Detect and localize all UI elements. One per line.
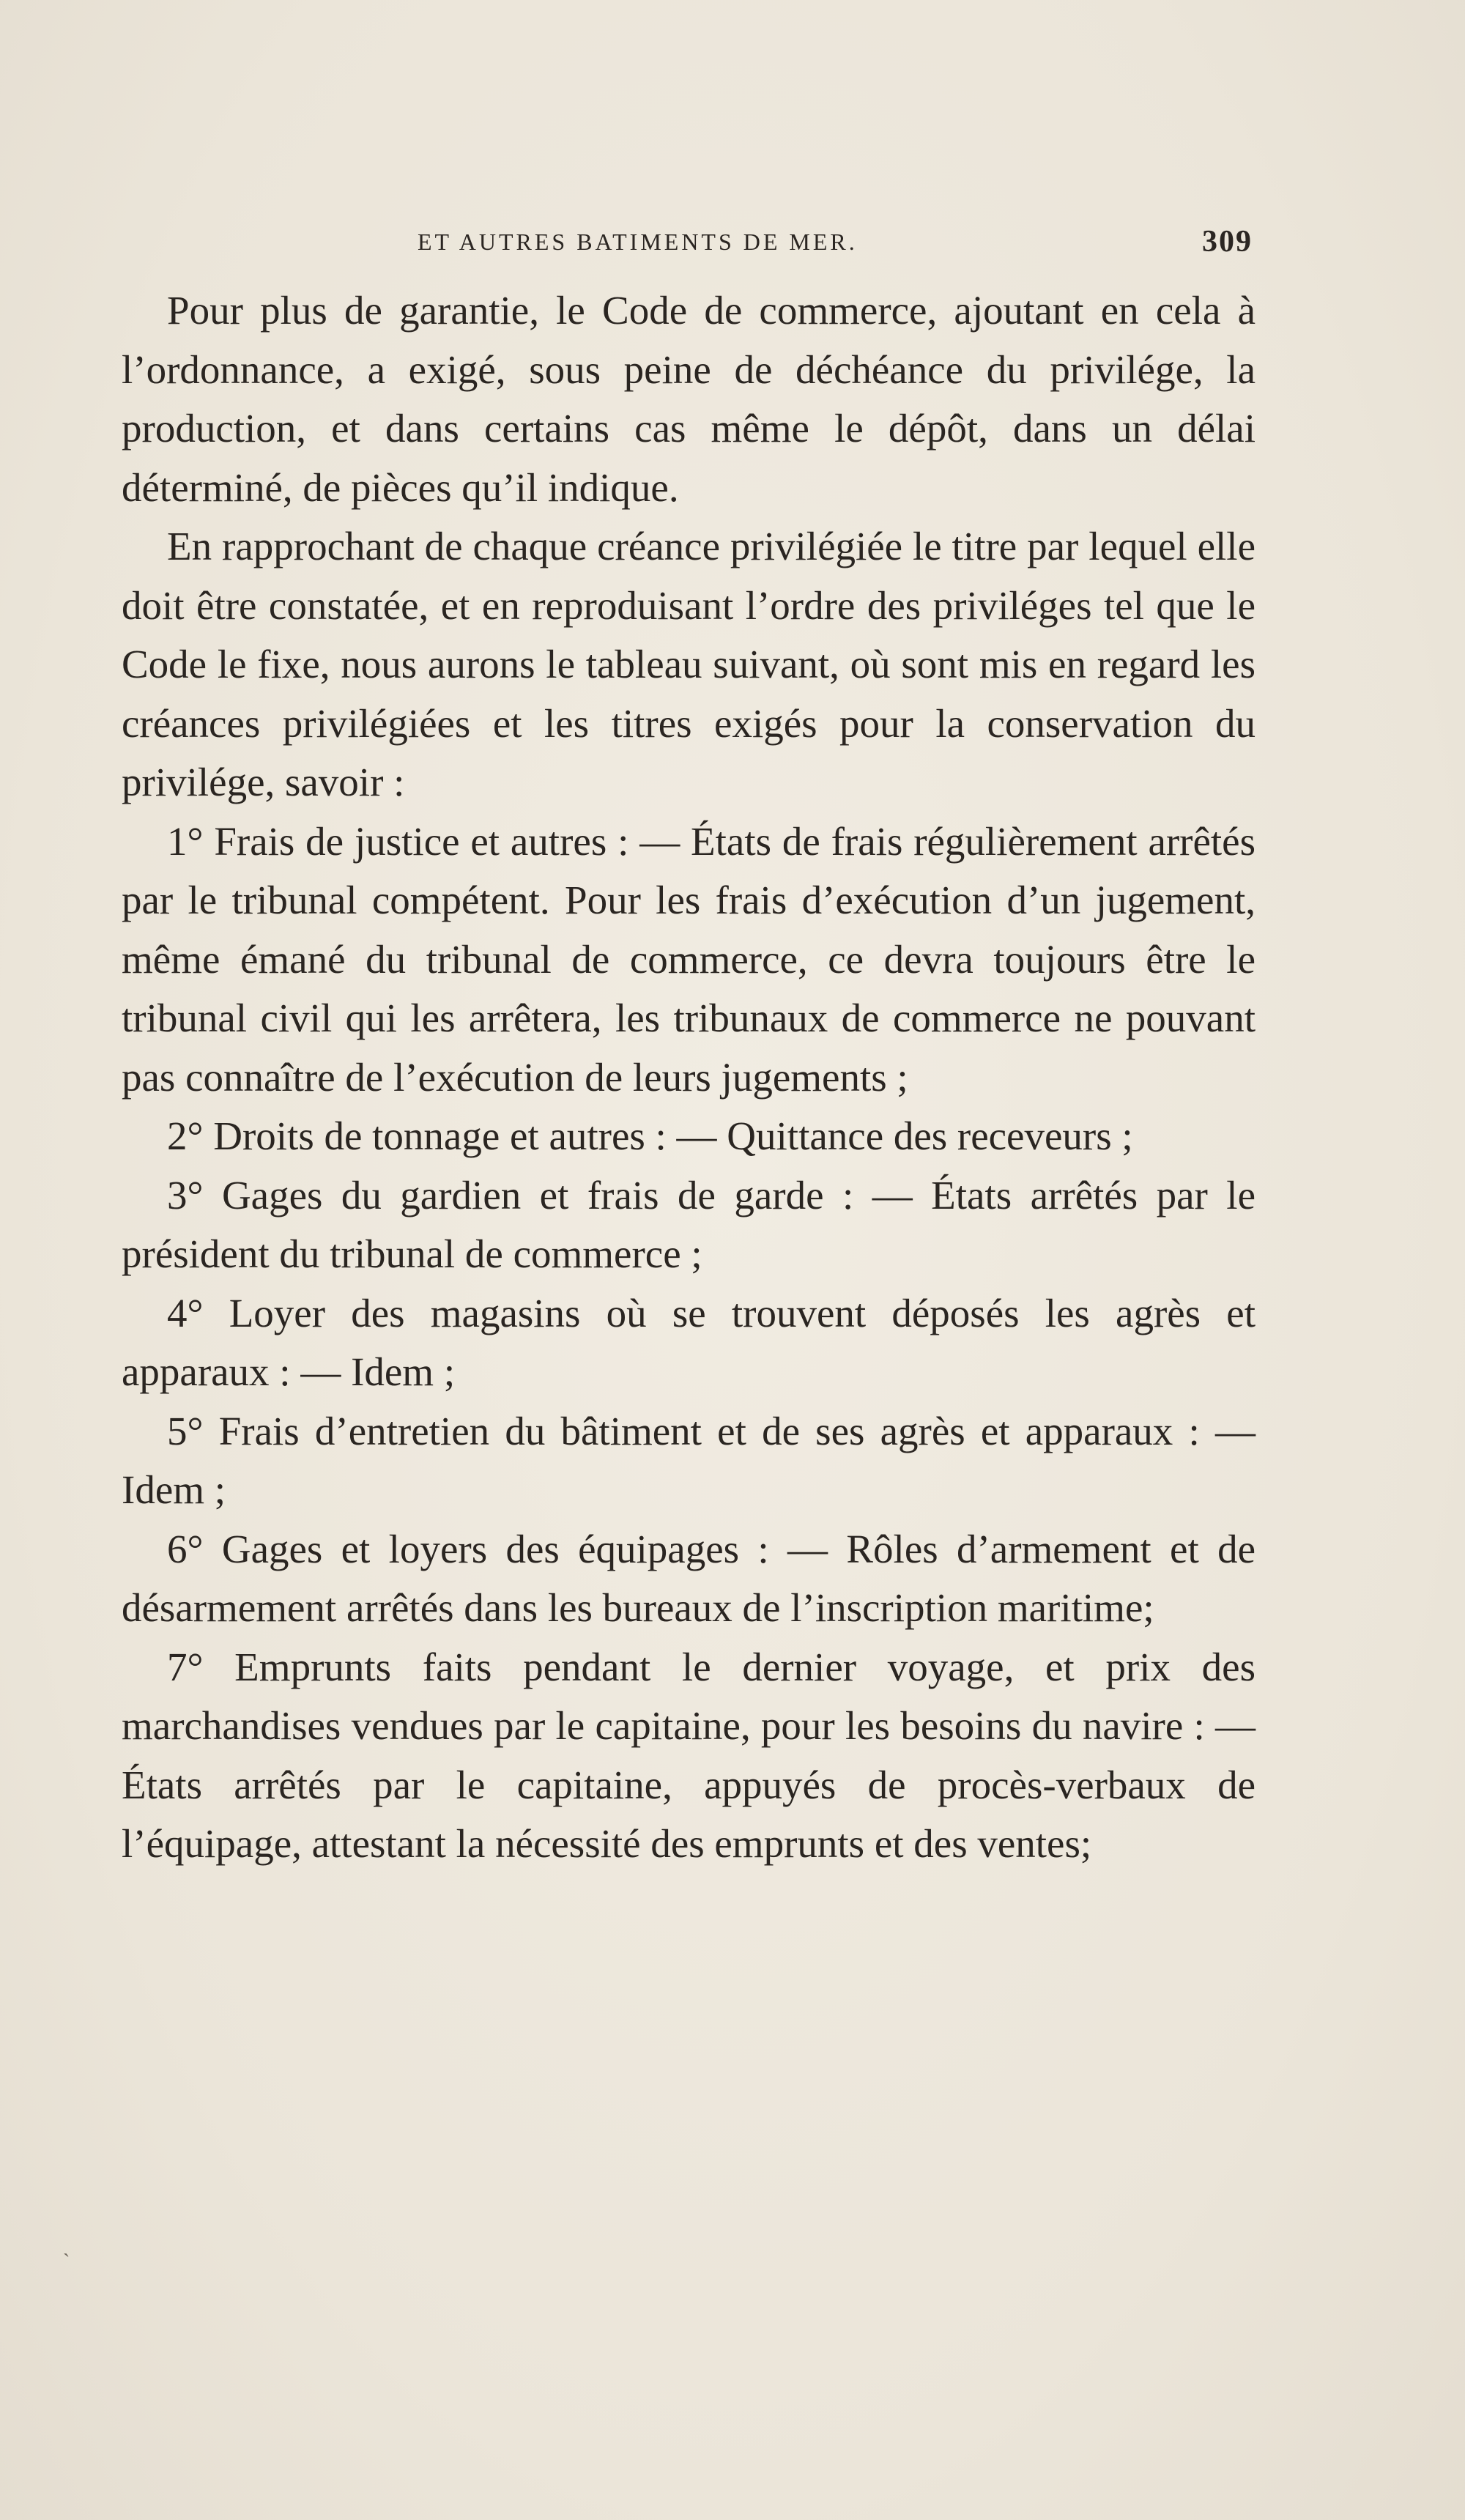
- stray-ink-mark: `: [63, 2250, 70, 2273]
- paragraph-item-1-frais-de-justice: 1° Frais de justice et autres : — États de frais régulièrement arrêtés par le tribunal compétent. Pour les frais d’exécution d’un jugement, même émané du tribunal de commerce, ce devra toujours être le tribunal civil qui les arrêtera, les tribunaux de commerce ne pouvant pas connaître de l’exécution de leurs jugements ;: [122, 818, 1256, 1100]
- paragraph-item-3-gages-du-gardien: 3° Gages du gardien et frais de garde : — États arrêtés par le président du tribunal de commerce ;: [122, 1172, 1256, 1276]
- running-head: [125, 225, 1253, 265]
- paragraph-item-2-droits-de-tonnage: 2° Droits de tonnage et autres : — Quittance des receveurs ;: [167, 1113, 1133, 1158]
- body-text: [122, 281, 1256, 1874]
- paragraph-item-7-emprunts: 7° Emprunts faits pendant le dernier voyage, et prix des marchandises vendues par le capitaine, pour les besoins du navire : — États arrêtés par le capitaine, appuyés de procès-verbaux de l’équipage, attestant la nécessité des emprunts et des ventes;: [122, 1644, 1256, 1866]
- paragraph-item-6-gages-des-equipages: 6° Gages et loyers des équipages : — Rôles d’armement et de désarmement arrêtés dans les bureaux de l’inscription maritime;: [122, 1526, 1256, 1630]
- paragraph-item-4-loyer-des-magasins: 4° Loyer des magasins où se trouvent déposés les agrès et apparaux : — Idem ;: [122, 1290, 1256, 1394]
- paragraph-rapprochant: En rapprochant de chaque créance privilégiée le titre par lequel elle doit être constatée, et en reproduisant l’ordre des priviléges tel que le Code le fixe, nous aurons le tableau suivant, où sont mis en regard les créances privilégiées et les titres exigés pour la conservation du privilége, savoir :: [122, 524, 1256, 804]
- running-title: ET AUTRES BATIMENTS DE MER.: [418, 229, 858, 255]
- page-number: 309: [1202, 225, 1253, 259]
- paragraph-item-5-frais-d-entretien: 5° Frais d’entretien du bâtiment et de ses agrès et apparaux : — Idem ;: [122, 1408, 1256, 1512]
- paragraph-garantie: Pour plus de garantie, le Code de commerce, ajoutant en cela à l’ordonnance, a exigé, sous peine de déchéance du privilége, la production, et dans certains cas même le dépôt, dans un délai déterminé, de pièces qu’il indique.: [122, 288, 1256, 510]
